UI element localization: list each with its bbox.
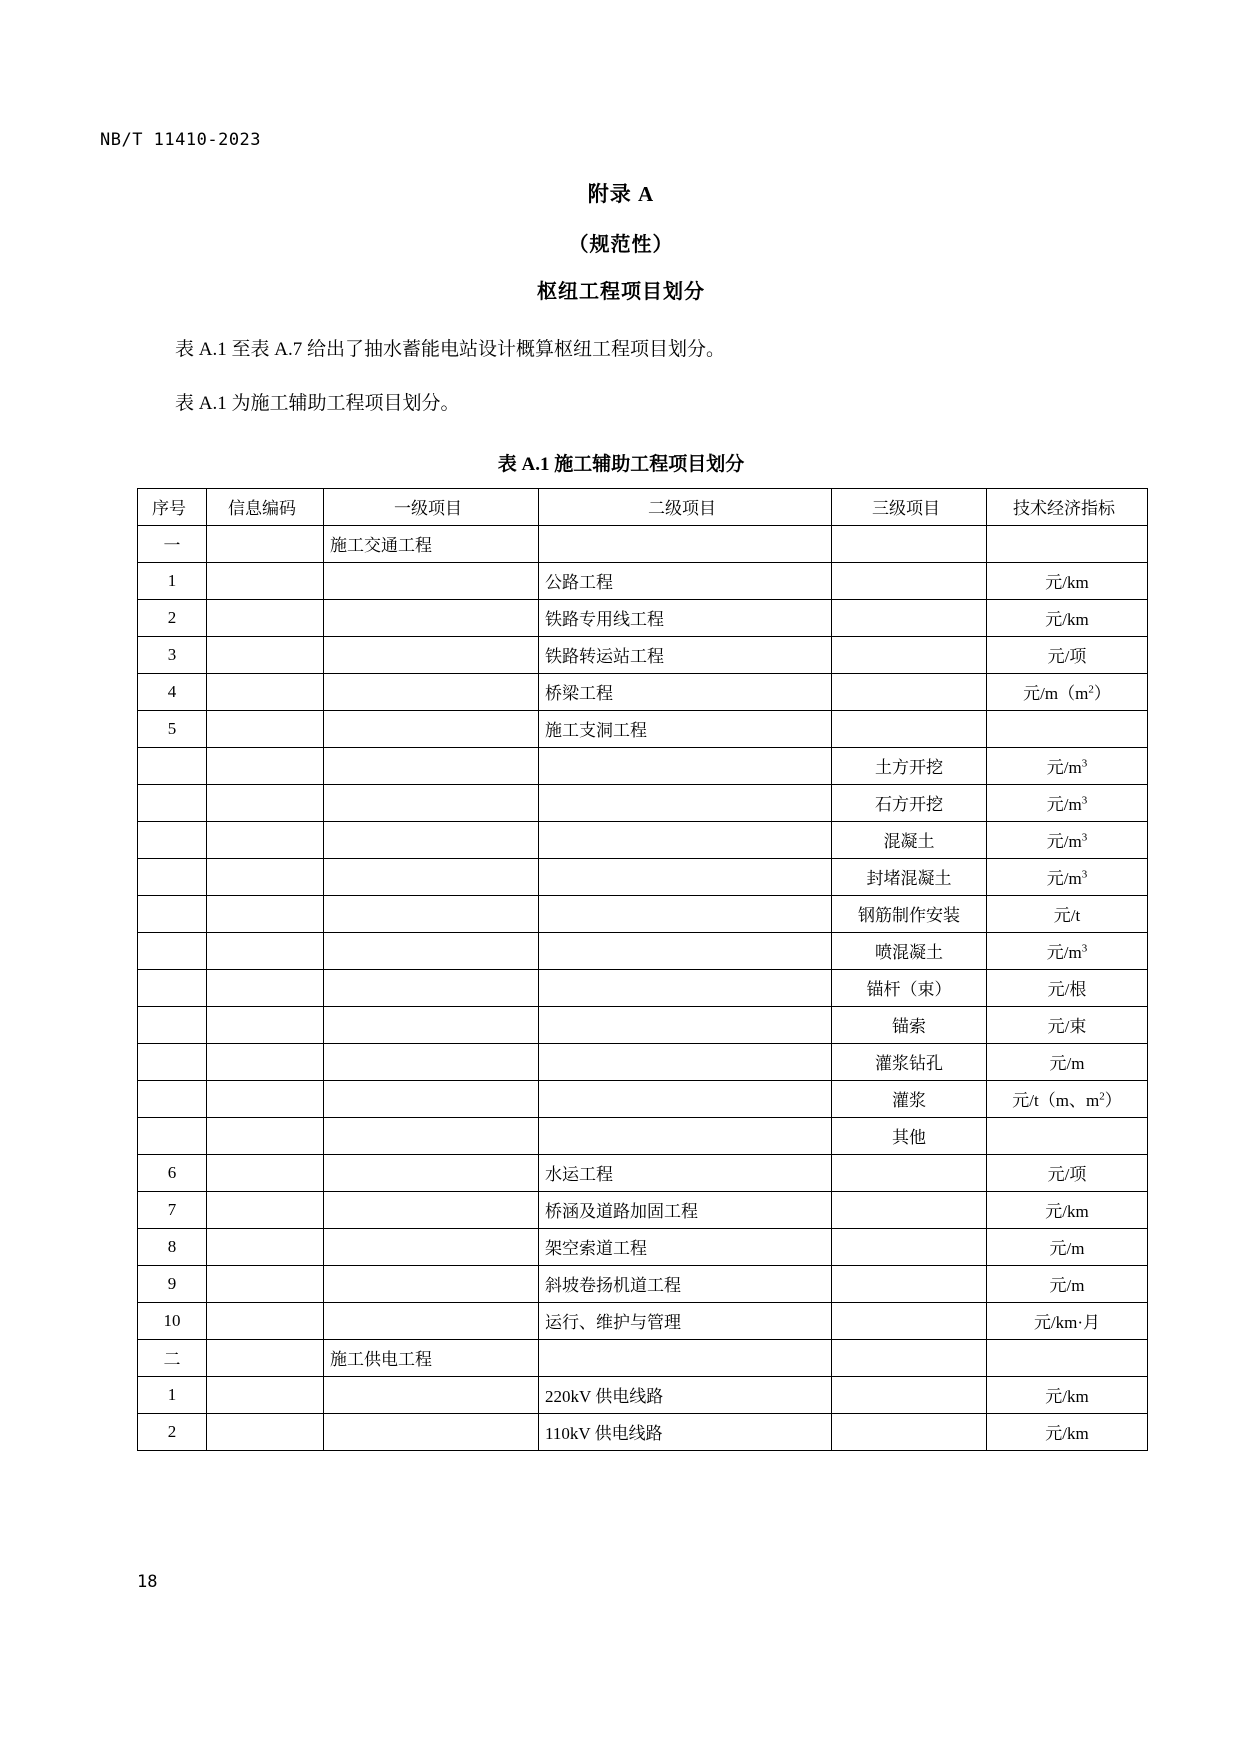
- cell-level2: [539, 784, 832, 821]
- column-header-index: 序号: [138, 488, 207, 525]
- cell-level2: [539, 821, 832, 858]
- cell-index: [138, 1080, 207, 1117]
- table-row: [138, 1043, 1148, 1080]
- cell-level2: [539, 1080, 832, 1117]
- cell-code: [207, 525, 324, 562]
- cell-level1: [324, 710, 539, 747]
- table-row: [138, 1117, 1148, 1154]
- cell-level3: 锚索: [832, 1006, 987, 1043]
- cell-indicator: 元$/m^3$: [987, 821, 1148, 858]
- cell-indicator: 元/km·月: [987, 1302, 1148, 1339]
- cell-level2: 桥梁工程: [539, 673, 832, 710]
- cell-level2: [539, 1117, 832, 1154]
- table-row: [138, 1413, 1148, 1450]
- cell-level3: [832, 599, 987, 636]
- cell-level1: 施工交通工程: [324, 525, 539, 562]
- cell-code: [207, 599, 324, 636]
- cell-level1: [324, 932, 539, 969]
- cell-level1: [324, 636, 539, 673]
- cell-indicator: 元/km: [987, 599, 1148, 636]
- cell-indicator: [987, 1117, 1148, 1154]
- cell-level2: 运行、维护与管理: [539, 1302, 832, 1339]
- cell-code: [207, 1376, 324, 1413]
- cell-code: [207, 747, 324, 784]
- cell-level2: 110kV 供电线路: [539, 1413, 832, 1450]
- cell-indicator: 元/m: [987, 1228, 1148, 1265]
- cell-code: [207, 1043, 324, 1080]
- cell-index: [138, 858, 207, 895]
- cell-index: 3: [138, 636, 207, 673]
- column-header-indicator: 技术经济指标: [987, 488, 1148, 525]
- cell-code: [207, 710, 324, 747]
- cell-level1: [324, 1191, 539, 1228]
- cell-code: [207, 1117, 324, 1154]
- cell-level2: 220kV 供电线路: [539, 1376, 832, 1413]
- cell-level1: [324, 895, 539, 932]
- cell-level3: [832, 1191, 987, 1228]
- cell-level1: [324, 969, 539, 1006]
- cell-level2: 铁路转运站工程: [539, 636, 832, 673]
- cell-level3: [832, 562, 987, 599]
- table-row: [138, 821, 1148, 858]
- cell-indicator: [987, 710, 1148, 747]
- page-number: 18: [137, 1572, 158, 1592]
- cell-level3: [832, 636, 987, 673]
- cell-level3: 其他: [832, 1117, 987, 1154]
- cell-level1: [324, 821, 539, 858]
- cell-level3: 灌浆: [832, 1080, 987, 1117]
- cell-level2: [539, 1006, 832, 1043]
- cell-level3: [832, 1265, 987, 1302]
- cell-index: [138, 784, 207, 821]
- cell-indicator: 元/m: [987, 1043, 1148, 1080]
- cell-level1: [324, 1413, 539, 1450]
- cell-indicator: 元$/m(m^2)$: [987, 673, 1148, 710]
- cell-level2: 架空索道工程: [539, 1228, 832, 1265]
- table-row: [138, 969, 1148, 1006]
- table-row: [138, 1080, 1148, 1117]
- cell-code: [207, 562, 324, 599]
- cell-index: 7: [138, 1191, 207, 1228]
- cell-level1: [324, 1080, 539, 1117]
- cell-index: 2: [138, 1413, 207, 1450]
- cell-indicator: 元$/m^3$: [987, 932, 1148, 969]
- cell-index: 2: [138, 599, 207, 636]
- cell-code: [207, 969, 324, 1006]
- cell-indicator: 元/km: [987, 1413, 1148, 1450]
- cell-level1: [324, 1228, 539, 1265]
- cell-index: 9: [138, 1265, 207, 1302]
- cell-level1: [324, 1006, 539, 1043]
- cell-level2: 桥涵及道路加固工程: [539, 1191, 832, 1228]
- cell-level2: [539, 858, 832, 895]
- cell-indicator: 元$/m^3$: [987, 784, 1148, 821]
- cell-code: [207, 1191, 324, 1228]
- cell-level3: 锚杆（束）: [832, 969, 987, 1006]
- cell-index: [138, 821, 207, 858]
- paragraph-1: 表 A.1 至表 A.7 给出了抽水蓄能电站设计概算枢纽工程项目划分。: [175, 339, 725, 360]
- table-row: [138, 784, 1148, 821]
- table-row: [138, 932, 1148, 969]
- cell-code: [207, 1228, 324, 1265]
- cell-index: [138, 747, 207, 784]
- cell-level1: [324, 1154, 539, 1191]
- cell-level3: [832, 1339, 987, 1376]
- section-title: 枢纽工程项目划分: [537, 281, 705, 303]
- cell-level1: [324, 1043, 539, 1080]
- cell-level1: 施工供电工程: [324, 1339, 539, 1376]
- cell-level3: [832, 525, 987, 562]
- table-row: [138, 1228, 1148, 1265]
- column-header-level3: 三级项目: [832, 488, 987, 525]
- cell-code: [207, 1080, 324, 1117]
- cell-index: 1: [138, 562, 207, 599]
- table-row: [138, 858, 1148, 895]
- cell-code: [207, 895, 324, 932]
- cell-level2: 铁路专用线工程: [539, 599, 832, 636]
- project-division-table: [137, 488, 1148, 1451]
- normative-label: （规范性）: [568, 234, 674, 256]
- cell-index: [138, 895, 207, 932]
- appendix-title: 附录 A: [587, 182, 655, 206]
- table-row: [138, 599, 1148, 636]
- cell-level3: 喷混凝土: [832, 932, 987, 969]
- cell-level3: [832, 710, 987, 747]
- cell-code: [207, 1006, 324, 1043]
- table-row: [138, 673, 1148, 710]
- cell-level1: [324, 1376, 539, 1413]
- table-row: [138, 1191, 1148, 1228]
- cell-code: [207, 821, 324, 858]
- table-row: [138, 562, 1148, 599]
- table-row: [138, 1265, 1148, 1302]
- table-header-row: [138, 488, 1148, 525]
- column-header-code: 信息编码: [207, 488, 324, 525]
- cell-code: [207, 1339, 324, 1376]
- cell-level3: [832, 1376, 987, 1413]
- cell-level2: 施工支洞工程: [539, 710, 832, 747]
- cell-index: 10: [138, 1302, 207, 1339]
- cell-level3: 灌浆钻孔: [832, 1043, 987, 1080]
- cell-level1: [324, 562, 539, 599]
- cell-level2: 公路工程: [539, 562, 832, 599]
- cell-level1: [324, 784, 539, 821]
- cell-index: 6: [138, 1154, 207, 1191]
- cell-index: 4: [138, 673, 207, 710]
- cell-indicator: 元/km: [987, 1191, 1148, 1228]
- cell-level2: [539, 747, 832, 784]
- cell-level3: 石方开挖: [832, 784, 987, 821]
- cell-indicator: 元/项: [987, 636, 1148, 673]
- cell-level1: [324, 747, 539, 784]
- table-row: [138, 710, 1148, 747]
- column-header-level2: 二级项目: [539, 488, 832, 525]
- cell-code: [207, 1154, 324, 1191]
- cell-indicator: 元/根: [987, 969, 1148, 1006]
- table-row: [138, 525, 1148, 562]
- cell-level2: 水运工程: [539, 1154, 832, 1191]
- cell-index: 5: [138, 710, 207, 747]
- cell-level2: [539, 895, 832, 932]
- cell-level2: [539, 932, 832, 969]
- table-row: [138, 1006, 1148, 1043]
- table-header: [138, 488, 1148, 525]
- cell-level3: [832, 1413, 987, 1450]
- cell-level3: [832, 1154, 987, 1191]
- cell-code: [207, 1265, 324, 1302]
- cell-level1: [324, 858, 539, 895]
- cell-level3: [832, 673, 987, 710]
- cell-code: [207, 932, 324, 969]
- table-row: [138, 895, 1148, 932]
- cell-level2: 斜坡卷扬机道工程: [539, 1265, 832, 1302]
- table-caption: 表 A.1 施工辅助工程项目划分: [497, 453, 745, 475]
- cell-level3: 土方开挖: [832, 747, 987, 784]
- table-row: [138, 1154, 1148, 1191]
- cell-indicator: 元$/m^3$: [987, 747, 1148, 784]
- cell-indicator: [987, 1339, 1148, 1376]
- cell-indicator: 元/km: [987, 1376, 1148, 1413]
- cell-index: 一: [138, 525, 207, 562]
- page-content: [137, 178, 1122, 1451]
- cell-indicator: 元/束: [987, 1006, 1148, 1043]
- cell-index: 1: [138, 1376, 207, 1413]
- column-header-level1: 一级项目: [324, 488, 539, 525]
- cell-indicator: 元/项: [987, 1154, 1148, 1191]
- cell-index: [138, 969, 207, 1006]
- table-row: [138, 747, 1148, 784]
- table-row: [138, 1302, 1148, 1339]
- cell-indicator: [987, 525, 1148, 562]
- cell-indicator: 元/km: [987, 562, 1148, 599]
- cell-index: [138, 1043, 207, 1080]
- cell-index: 8: [138, 1228, 207, 1265]
- table-row: [138, 1339, 1148, 1376]
- cell-indicator: 元/t: [987, 895, 1148, 932]
- cell-indicator: 元/t（m、$m^2$）: [987, 1080, 1148, 1117]
- cell-code: [207, 784, 324, 821]
- cell-level1: [324, 599, 539, 636]
- cell-indicator: 元$/m^3$: [987, 858, 1148, 895]
- table-body: [138, 525, 1148, 1450]
- table-row: [138, 1376, 1148, 1413]
- cell-level2: [539, 1043, 832, 1080]
- cell-level3: 封堵混凝土: [832, 858, 987, 895]
- cell-level2: [539, 969, 832, 1006]
- cell-code: [207, 636, 324, 673]
- cell-indicator: 元/m: [987, 1265, 1148, 1302]
- cell-level1: [324, 673, 539, 710]
- cell-level1: [324, 1265, 539, 1302]
- cell-level3: 钢筋制作安装: [832, 895, 987, 932]
- cell-index: [138, 1006, 207, 1043]
- table-row: [138, 636, 1148, 673]
- cell-level2: [539, 1339, 832, 1376]
- cell-level2: [539, 525, 832, 562]
- standard-code-header: NB/T 11410-2023: [100, 130, 262, 150]
- cell-index: 二: [138, 1339, 207, 1376]
- cell-index: [138, 1117, 207, 1154]
- cell-code: [207, 1302, 324, 1339]
- cell-level1: [324, 1302, 539, 1339]
- cell-level3: [832, 1302, 987, 1339]
- cell-level3: 混凝土: [832, 821, 987, 858]
- cell-index: [138, 932, 207, 969]
- paragraph-2: 表 A.1 为施工辅助工程项目划分。: [175, 393, 460, 415]
- cell-code: [207, 673, 324, 710]
- cell-level3: [832, 1228, 987, 1265]
- cell-level1: [324, 1117, 539, 1154]
- cell-code: [207, 1413, 324, 1450]
- cell-code: [207, 858, 324, 895]
